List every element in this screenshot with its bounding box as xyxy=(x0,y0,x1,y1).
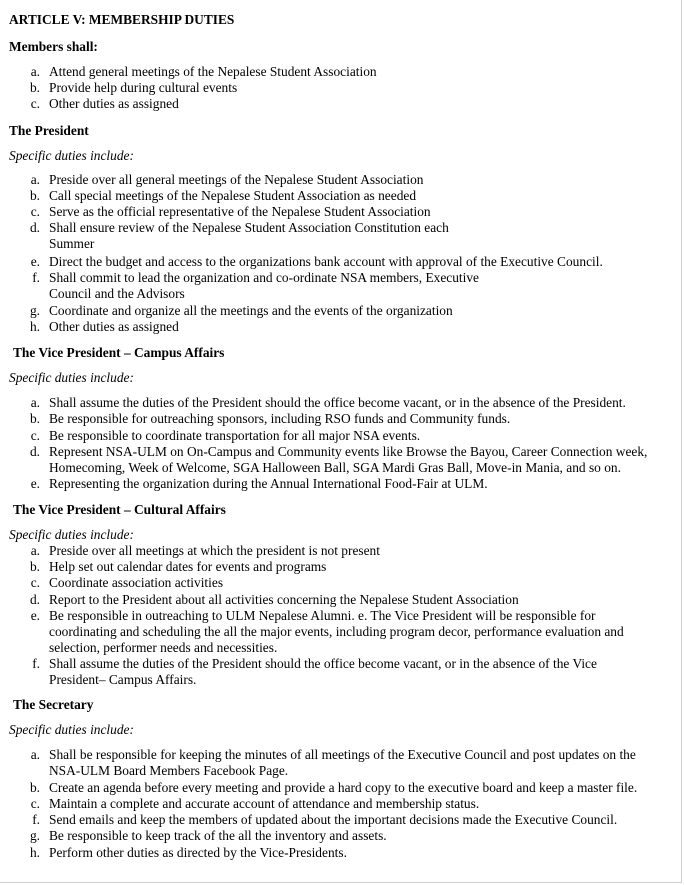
list-item: Be responsible in outreaching to ULM Nepalese Alumni. e. The Vice President will be responsible for xyxy=(49,608,596,623)
list-letter: a. xyxy=(30,543,40,558)
list-item: Direct the budget and access to the organizations bank account with approval of the Executive Council. xyxy=(49,254,603,269)
list-letter: a. xyxy=(30,172,40,187)
list-item: Shall assume the duties of the President should the office become vacant, or in the absence of the President. xyxy=(49,395,626,410)
list-letter: b. xyxy=(29,780,40,795)
list-item: Shall commit to lead the organization and co-ordinate NSA members, Executive xyxy=(49,270,479,285)
list-item: Preside over all meetings at which the president is not present xyxy=(49,543,380,558)
list-item-continuation: selection, performer needs and necessities. xyxy=(49,640,278,655)
list-item: Be responsible to coordinate transportation for all major NSA events. xyxy=(49,428,421,443)
list-letter: g. xyxy=(29,303,40,318)
article-title: ARTICLE V: MEMBERSHIP DUTIES xyxy=(9,12,235,27)
list-item: Shall ensure review of the Nepalese Student Association Constitution each xyxy=(49,220,449,235)
list-item-continuation: Homecoming, Week of Welcome, SGA Halloween Ball, SGA Mardi Gras Ball, Move-in Mania, and so on. xyxy=(49,460,621,475)
list-letter: b. xyxy=(29,188,40,203)
list-letter: g. xyxy=(29,828,40,843)
list-letter: a. xyxy=(30,747,40,762)
list-item-continuation: coordinating and scheduling the all the major events, including program decor, performance evaluation and xyxy=(49,624,624,639)
list-letter: f. xyxy=(32,656,40,671)
list-letter: b. xyxy=(29,559,40,574)
list-item: Attend general meetings of the Nepalese Student Association xyxy=(49,64,377,79)
section-heading-president: The President xyxy=(9,123,89,138)
list-item: Other duties as assigned xyxy=(49,96,179,111)
section-heading-vp-cultural: The Vice President – Cultural Affairs xyxy=(13,502,226,517)
list-letter: c. xyxy=(30,796,40,811)
list-letter: d. xyxy=(29,444,40,459)
list-item: Coordinate association activities xyxy=(49,575,224,590)
list-letter: c. xyxy=(30,575,40,590)
list-item: Provide help during cultural events xyxy=(49,80,238,95)
section-intro: Specific duties include: xyxy=(9,148,134,163)
list-item: Shall assume the duties of the President should the office become vacant, or in the absence of the Vice xyxy=(49,656,597,671)
section-heading-members: Members shall: xyxy=(9,39,98,54)
list-item: Serve as the official representative of the Nepalese Student Association xyxy=(49,204,431,219)
list-letter: e. xyxy=(30,254,40,269)
list-item: Create an agenda before every meeting and provide a hard copy to the executive board and keep a master file. xyxy=(49,780,638,795)
list-item: Shall be responsible for keeping the minutes of all meetings of the Executive Council and post updates on the xyxy=(49,747,636,762)
list-letter: a. xyxy=(30,395,40,410)
section-heading-secretary: The Secretary xyxy=(13,697,94,712)
list-letter: c. xyxy=(30,204,40,219)
list-letter: f. xyxy=(32,812,40,827)
list-letter: d. xyxy=(29,220,40,235)
list-item: Be responsible for outreaching sponsors, including RSO funds and Community funds. xyxy=(49,411,511,426)
section-intro: Specific duties include: xyxy=(9,722,134,737)
section-intro: Specific duties include: xyxy=(9,527,134,542)
list-item-continuation: Summer xyxy=(49,236,95,251)
list-item: Coordinate and organize all the meetings and the events of the organization xyxy=(49,303,453,318)
list-letter: c. xyxy=(30,428,40,443)
list-item: Be responsible to keep track of the all the inventory and assets. xyxy=(49,828,387,843)
list-item: Maintain a complete and accurate account of attendance and membership status. xyxy=(49,796,480,811)
list-letter: c. xyxy=(30,96,40,111)
list-letter: f. xyxy=(32,270,40,285)
list-letter: e. xyxy=(30,608,40,623)
list-letter: e. xyxy=(30,476,40,491)
section-heading-vp-campus: The Vice President – Campus Affairs xyxy=(13,345,225,360)
section-intro: Specific duties include: xyxy=(9,370,134,385)
list-letter: b. xyxy=(29,80,40,95)
list-item-continuation: President– Campus Affairs. xyxy=(49,672,197,687)
list-item: Represent NSA-ULM on On-Campus and Community events like Browse the Bayou, Career Connection week, xyxy=(49,444,648,459)
list-item: Preside over all general meetings of the Nepalese Student Association xyxy=(49,172,424,187)
list-item: Perform other duties as directed by the Vice-Presidents. xyxy=(49,845,347,860)
list-letter: a. xyxy=(30,64,40,79)
list-item: Send emails and keep the members of updated about the important decisions made the Executive Council. xyxy=(49,812,618,827)
list-letter: b. xyxy=(29,411,40,426)
list-item: Representing the organization during the Annual International Food-Fair at ULM. xyxy=(49,476,488,491)
list-item-continuation: NSA-ULM Board Members Facebook Page. xyxy=(49,763,289,778)
list-item: Help set out calendar dates for events and programs xyxy=(49,559,327,574)
list-letter: d. xyxy=(29,592,40,607)
list-letter: h. xyxy=(29,845,40,860)
list-letter: h. xyxy=(29,319,40,334)
list-item: Report to the President about all activities concerning the Nepalese Student Association xyxy=(49,592,519,607)
list-item: Call special meetings of the Nepalese Student Association as needed xyxy=(49,188,417,203)
list-item: Other duties as assigned xyxy=(49,319,179,334)
list-item-continuation: Council and the Advisors xyxy=(49,286,185,301)
